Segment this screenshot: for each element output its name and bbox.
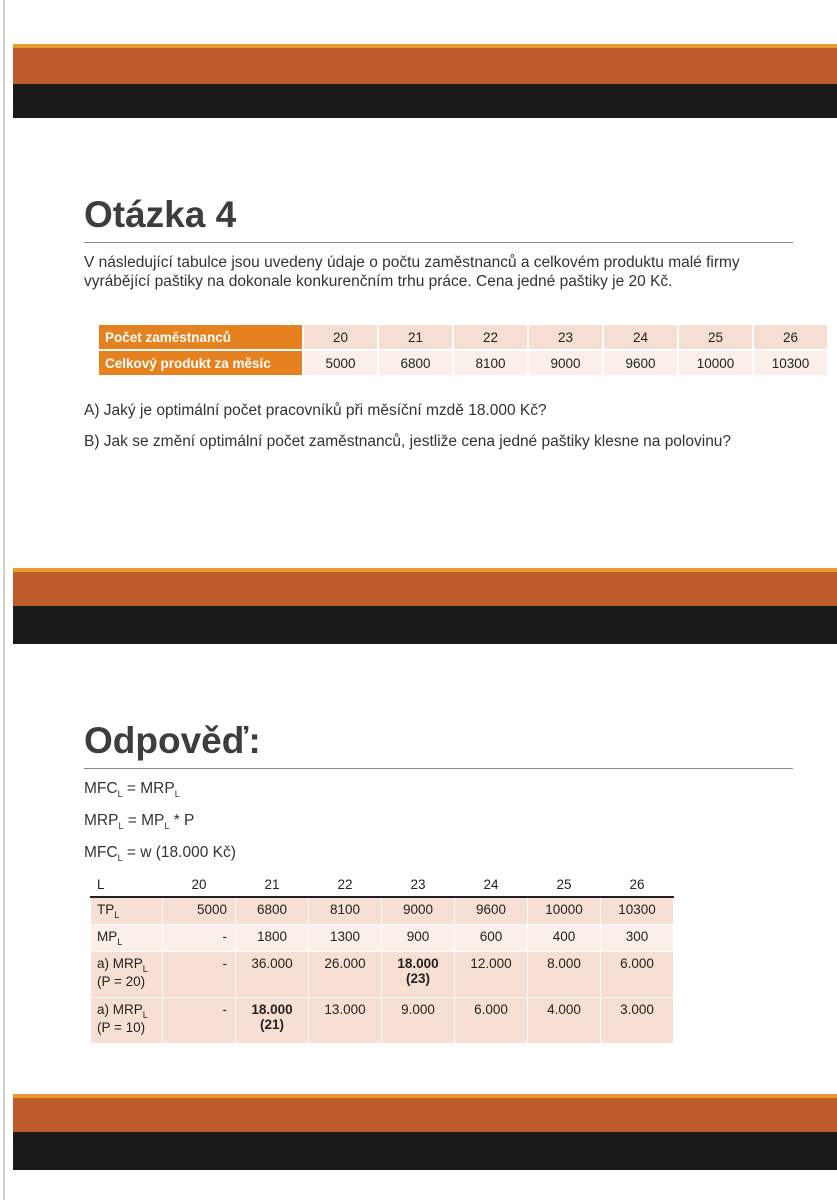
table-cell: 10300	[753, 350, 828, 376]
highlight-value: 18.000	[251, 1002, 293, 1017]
formula-mfc-mrp	[84, 780, 180, 799]
table-cell: 9600	[455, 897, 528, 925]
table-cell: 10000	[678, 350, 753, 376]
header-cell: 24	[455, 873, 528, 898]
table-cell: 25	[678, 324, 753, 350]
label-text: MP	[97, 929, 118, 944]
table-cell: 13.000	[309, 998, 382, 1044]
slide-footer-bar	[13, 1094, 837, 1132]
table-cell: 26	[753, 324, 828, 350]
table-cell: 1800	[236, 925, 309, 952]
header-cell: L	[91, 873, 163, 898]
title-divider	[84, 768, 793, 769]
table-cell: 300	[601, 925, 674, 952]
table-row	[98, 350, 828, 376]
label-text: (P = 10)	[97, 1020, 146, 1035]
table-cell: 9600	[603, 350, 678, 376]
table-cell: 4.000	[528, 998, 601, 1044]
table-cell: -	[163, 925, 236, 952]
table-cell: 9000	[382, 897, 455, 925]
header-cell: 25	[528, 873, 601, 898]
formula-text: MFC	[84, 844, 118, 861]
previous-slide-bottom	[13, 0, 837, 44]
subscript: L	[174, 789, 180, 799]
row-label	[91, 952, 163, 998]
left-margin	[0, 0, 13, 1200]
table-cell: 23	[528, 324, 603, 350]
table-cell: -	[163, 952, 236, 998]
table-cell: 5000	[163, 897, 236, 925]
row-header-workers: Počet zaměstnanců	[98, 324, 303, 350]
highlight-value: 18.000	[397, 956, 439, 971]
table-cell: 8100	[309, 897, 382, 925]
answer-title: Odpověď:	[84, 720, 261, 761]
table-cell: 900	[382, 925, 455, 952]
table-row	[91, 952, 674, 998]
label-text: (P = 20)	[97, 974, 146, 989]
row-label	[91, 925, 163, 952]
slide-footer-bar	[13, 44, 837, 84]
table-cell: 9.000	[382, 998, 455, 1044]
formula-text: MFC	[84, 780, 118, 797]
answer-table	[90, 872, 674, 1044]
table-cell: 8.000	[528, 952, 601, 998]
page-title: Otázka 4	[84, 194, 237, 235]
table-cell: 6.000	[601, 952, 674, 998]
formula-mfc-wage	[84, 844, 236, 863]
table-cell: 6800	[378, 350, 453, 376]
question-b: B) Jak se změní optimální počet zaměstnanců, jestliže cena jedné paštiky klesne na polovinu?	[84, 433, 732, 450]
header-cell: 23	[382, 873, 455, 898]
table-cell: 6.000	[455, 998, 528, 1044]
row-label	[91, 998, 163, 1044]
row-label	[91, 897, 163, 925]
header-cell: 21	[236, 873, 309, 898]
slide-footer-bar	[13, 568, 837, 606]
header-cell: 20	[163, 873, 236, 898]
table-cell: -	[163, 998, 236, 1044]
table-cell: 600	[455, 925, 528, 952]
formula-text: MRP	[84, 812, 119, 829]
table-cell: 24	[603, 324, 678, 350]
data-table	[97, 323, 829, 377]
table-cell: 8100	[453, 350, 528, 376]
optimal-cell	[236, 998, 309, 1044]
subscript: L	[117, 937, 123, 947]
table-cell: 10000	[528, 897, 601, 925]
table-cell: 12.000	[455, 952, 528, 998]
question-intro: V následující tabulce jsou uvedeny údaje o počtu zaměstnanců a celkovém produktu malé firmy vyrábějící paštiky na dokonale konkurenčním trhu práce. Cena jedné paštiky je 20 Kč.	[84, 254, 740, 290]
next-slide-top	[13, 1170, 837, 1200]
header-cell: 22	[309, 873, 382, 898]
subscript: L	[142, 1010, 148, 1020]
formula-text: = MRP	[122, 780, 175, 797]
table-cell: 400	[528, 925, 601, 952]
table-cell: 22	[453, 324, 528, 350]
table-cell: 21	[378, 324, 453, 350]
label-text: a) MRP	[97, 956, 143, 971]
subscript: L	[117, 853, 123, 863]
table-row	[91, 873, 674, 898]
highlight-note: (23)	[405, 971, 430, 986]
question-a: A) Jaký je optimální počet pracovníků při měsíční mzdě 18.000 Kč?	[84, 402, 547, 419]
header-cell: 26	[601, 873, 674, 898]
subscript: L	[118, 821, 124, 831]
formula-mrp	[84, 812, 194, 831]
table-cell: 6800	[236, 897, 309, 925]
table-cell: 26.000	[309, 952, 382, 998]
table-row	[91, 998, 674, 1044]
title-divider	[84, 242, 793, 243]
subscript: L	[114, 910, 120, 920]
label-text: TP	[97, 902, 115, 917]
table-cell: 9000	[528, 350, 603, 376]
table-row	[91, 925, 674, 952]
table-cell: 3.000	[601, 998, 674, 1044]
table-row	[98, 324, 828, 350]
formula-text: = w (18.000 Kč)	[122, 844, 236, 861]
highlight-note: (21)	[259, 1017, 284, 1032]
table-cell: 20	[303, 324, 378, 350]
formula-text: = MP	[123, 812, 165, 829]
optimal-cell	[382, 952, 455, 998]
table-cell: 10300	[601, 897, 674, 925]
formula-text: * P	[169, 812, 195, 829]
subscript: L	[164, 821, 170, 831]
subscript: L	[142, 964, 148, 974]
label-text: a) MRP	[97, 1002, 143, 1017]
table-cell: 1300	[309, 925, 382, 952]
table-row	[91, 897, 674, 925]
table-cell: 36.000	[236, 952, 309, 998]
row-header-output: Celkový produkt za měsíc	[98, 350, 303, 376]
subscript: L	[117, 789, 123, 799]
table-cell: 5000	[303, 350, 378, 376]
